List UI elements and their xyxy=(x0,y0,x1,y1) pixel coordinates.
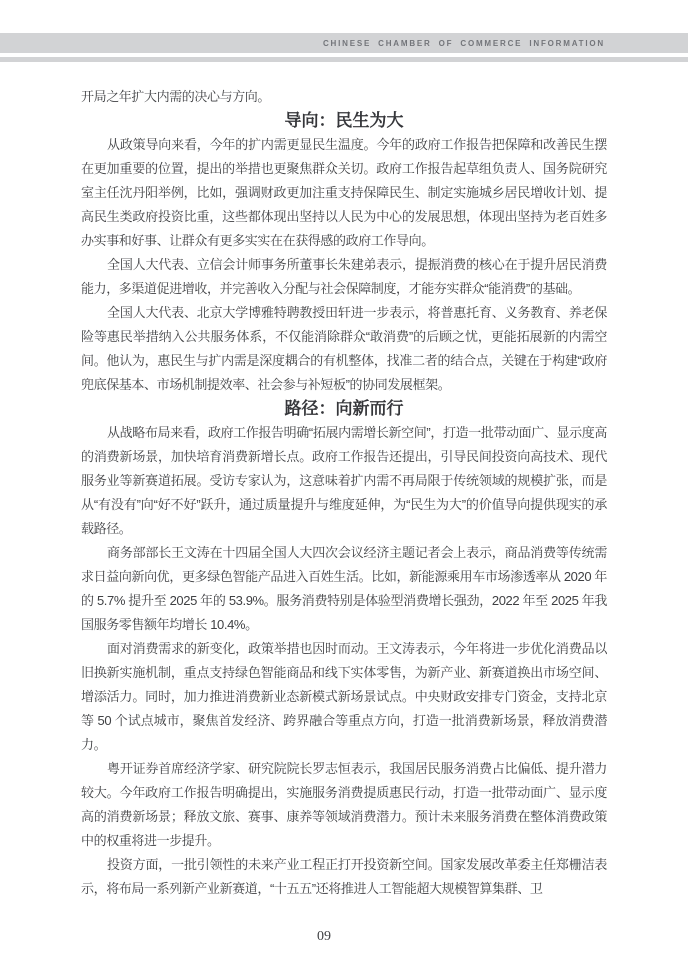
article-paragraph: 投资方面，一批引领性的未来产业工程正打开投资新空间。国家发展改革委主任郑栅洁表示，将布局一系列新产业新赛道，“十五五”还将推进人工智能超大规模智算集群、卫 xyxy=(81,857,607,896)
article-paragraph: 从战略布局来看，政府工作报告明确“拓展内需增长新空间”，打造一批带动面广、显示度高的消费新场景，加快培育消费新增长点。政府工作报告还提出，引导民间投资向高技术、现代服务业等新赛道拓展。受访专家认为，这意味着扩内需不再局限于传统领域的规模扩张，而是从“有没有”向“好不好”跃升，通过质量提升与维度延伸，为“民生为大”的价值导向提供现实的承载路径。 xyxy=(81,425,607,536)
article-paragraph: 从政策导向来看，今年的扩内需更显民生温度。今年的政府工作报告把保障和改善民生摆在更加重要的位置，提出的举措也更聚焦群众关切。政府工作报告起草组负责人、国务院研究室主任沈丹阳举例，比如，强调财政更加注重支持保障民生、制定实施城乡居民增收计划、提高民生类政府投资比重，这些都体现出坚持以人民为中心的发展思想，体现出坚持为老百姓多办实事和好事、让群众有更多实实在在获得感的政府工作导向。 xyxy=(81,137,607,248)
article-paragraph: 全国人大代表、立信会计师事务所董事长朱建弟表示，提振消费的核心在于提升居民消费能力，多渠道促进增收，并完善收入分配与社会保障制度，才能夯实群众“能消费”的基础。 xyxy=(81,257,607,296)
section-heading-orientation: 导向：民生为大 xyxy=(284,111,404,130)
article-body xyxy=(81,85,607,901)
header-divider xyxy=(0,57,688,62)
article-paragraph: 粤开证券首席经济学家、研究院院长罗志恒表示，我国居民服务消费占比偏低、提升潜力较大。今年政府工作报告明确提出，实施服务消费提质惠民行动，打造一批带动面广、显示度高的消费新场景；释放文旅、赛事、康养等领域消费潜力。预计未来服务消费在整体消费政策中的权重将进一步提升。 xyxy=(81,761,607,848)
section-heading-path: 路径：向新而行 xyxy=(284,399,404,418)
article-paragraph: 商务部部长王文涛在十四届全国人大四次会议经济主题记者会上表示，商品消费等传统需求日益向新向优，更多绿色智能产品进入百姓生活。比如，新能源乘用车市场渗透率从 2020 年的 5.7% 提升至 2025 年的 53.9%。服务消费特别是体验型消费增长强劲，2022 年至 2025 年我国服务零售额年均增长 10.4%。 xyxy=(81,545,607,632)
paragraph-continuation: 开局之年扩大内需的决心与方向。 xyxy=(81,89,271,104)
article-paragraph: 面对消费需求的新变化，政策举措也因时而动。王文涛表示，今年将进一步优化消费品以旧换新实施机制，重点支持绿色智能商品和线下实体零售，为新产业、新赛道换出市场空间、增添活力。同时，加力推进消费新业态新模式新场景试点。中央财政安排专门资金，支持北京等 50 个试点城市，聚焦首发经济、跨界融合等重点方向，打造一批消费新场景，释放消费潜力。 xyxy=(81,641,607,752)
header-banner xyxy=(0,33,688,53)
page-number: 09 xyxy=(317,929,331,944)
header-banner-title: CHINESE CHAMBER OF COMMERCE INFORMATION xyxy=(322,38,605,48)
article-paragraph: 全国人大代表、北京大学博雅特聘教授田轩进一步表示，将普惠托育、义务教育、养老保险等惠民举措纳入公共服务体系，不仅能消除群众“敢消费”的后顾之忧，更能拓展新的内需空间。他认为，惠民生与扩内需是深度耦合的有机整体，找准二者的结合点，关键在于构建“政府兜底保基本、市场机制提效率、社会参与补短板”的协同发展框架。 xyxy=(81,305,607,392)
